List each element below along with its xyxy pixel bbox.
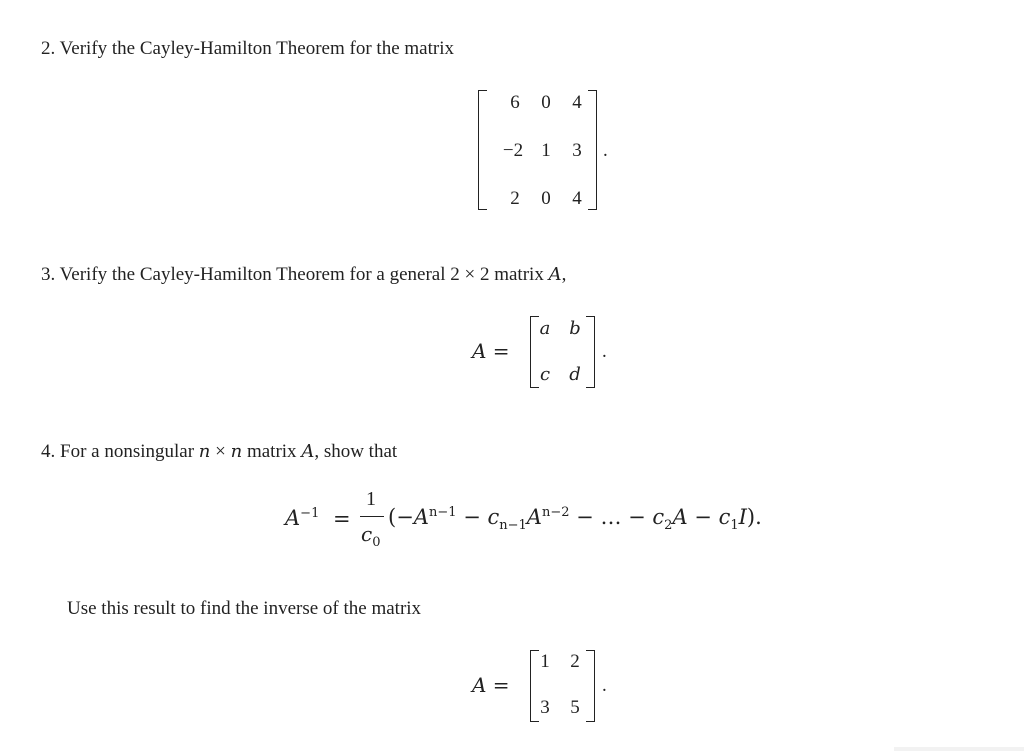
- variable-n: n: [230, 441, 243, 462]
- formula-exponent: −1: [300, 506, 320, 521]
- right-bracket: [586, 650, 595, 722]
- matrix-cell: b: [569, 318, 581, 339]
- variable-n: n: [198, 441, 211, 462]
- problem-3-statement: [41, 264, 566, 286]
- matrix-cell: 6: [510, 92, 520, 113]
- formula-exponent: n−2: [541, 505, 570, 520]
- subscript: n−1: [499, 518, 527, 533]
- problem-3-text-end: ,: [561, 264, 567, 285]
- coefficient-c: c: [652, 505, 665, 529]
- matrix-cell: 5: [570, 697, 580, 718]
- fraction-denominator: [361, 522, 380, 550]
- formula-exponent: n−1: [428, 505, 457, 520]
- matrix-cell: 2: [570, 651, 580, 672]
- times-symbol: ×: [210, 441, 231, 462]
- coefficient-c: c: [718, 505, 731, 529]
- problem-2-text: Verify the Cayley-Hamilton Theorem for the matrix: [59, 38, 454, 59]
- fraction-line: [360, 516, 384, 517]
- matrix-period: .: [602, 675, 607, 696]
- problem-3-number: 3.: [41, 264, 56, 285]
- problem-2-statement: [41, 38, 454, 60]
- matrix-cell: 4: [572, 92, 582, 113]
- formula-equals: =: [333, 507, 351, 531]
- subscript: 1: [730, 518, 739, 533]
- variable-a: A: [301, 441, 315, 462]
- problem-4-lhs: A =: [472, 673, 510, 697]
- formula-a: A: [285, 506, 301, 530]
- ellipsis: − … −: [569, 505, 653, 529]
- matrix-cell: 3: [540, 697, 550, 718]
- problem-4-text: , show that: [314, 441, 398, 462]
- use-result-text: Use this result to find the inverse of the matrix: [67, 598, 422, 619]
- matrix-cell: 0: [541, 188, 551, 209]
- matrix-cell: 0: [541, 92, 551, 113]
- problem-3-text: Verify the Cayley-Hamilton Theorem for a general 2 × 2 matrix: [59, 264, 549, 285]
- minus-sign: −: [456, 505, 488, 529]
- matrix-cell: 2: [510, 188, 520, 209]
- formula-a: A: [526, 505, 542, 529]
- problem-3-lhs: A =: [472, 339, 510, 363]
- matrix-cell: a: [539, 318, 551, 339]
- matrix-cell: −2: [502, 140, 524, 161]
- identity-i: I: [738, 505, 747, 529]
- right-bracket: [586, 316, 595, 388]
- left-bracket: [478, 90, 487, 210]
- fraction-numerator: 1: [366, 488, 376, 510]
- coefficient-c: c: [361, 522, 373, 546]
- problem-4-number: 4.: [41, 441, 56, 462]
- problem-3-variable: A: [548, 264, 562, 285]
- matrix-period: .: [603, 140, 608, 161]
- formula-body: [388, 505, 762, 533]
- matrix-cell: 1: [540, 651, 550, 672]
- problem-4-text: For a nonsingular: [60, 441, 199, 462]
- subscript: 2: [664, 518, 673, 533]
- minus-sign: −: [687, 505, 719, 529]
- open-paren: (−: [388, 505, 414, 529]
- bottom-edge-strip: [894, 747, 1024, 751]
- problem-2-number: 2.: [41, 38, 56, 59]
- close-paren: ).: [746, 505, 762, 529]
- formula-a: A: [413, 505, 429, 529]
- matrix-cell: 3: [572, 140, 582, 161]
- formula-a: A: [672, 505, 688, 529]
- matrix-cell: 4: [572, 188, 582, 209]
- matrix-cell: 1: [541, 140, 551, 161]
- right-bracket: [588, 90, 597, 210]
- problem-4-text: matrix: [242, 441, 302, 462]
- matrix-cell: d: [569, 364, 581, 385]
- matrix-period: .: [602, 341, 607, 362]
- coefficient-c: c: [487, 505, 500, 529]
- matrix-cell: c: [539, 364, 551, 385]
- formula-lhs: [285, 506, 319, 530]
- subscript: 0: [372, 535, 381, 550]
- problem-4-statement: [41, 441, 397, 463]
